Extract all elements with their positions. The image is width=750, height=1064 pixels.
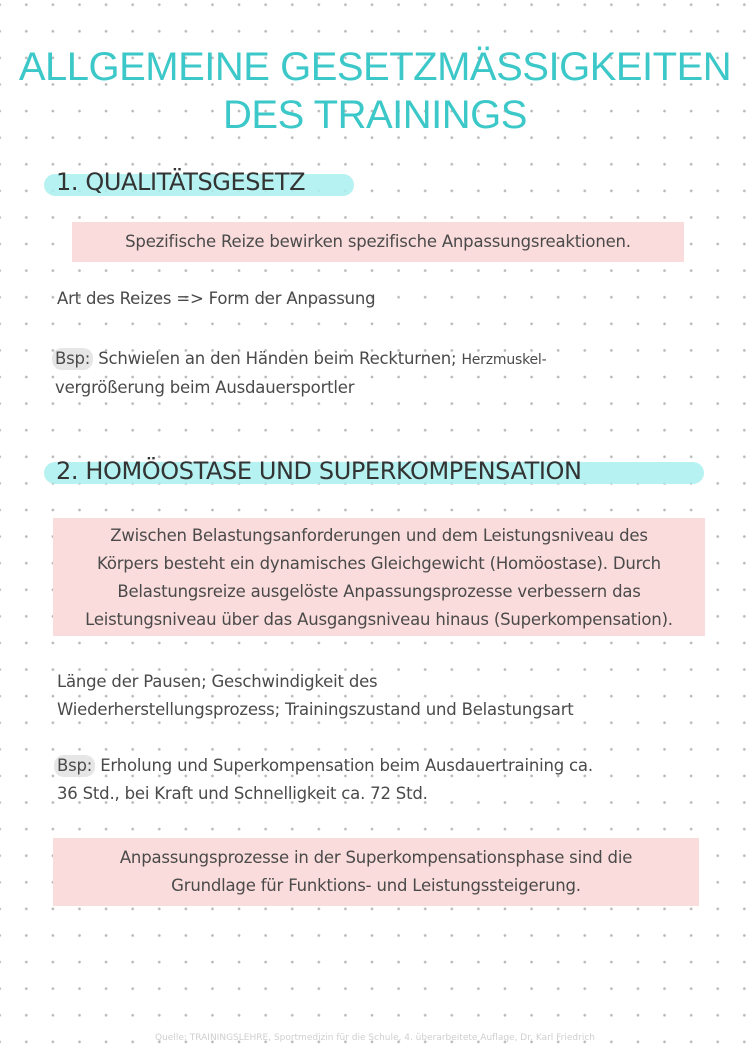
source-note: Quelle: TRAININGSLEHRE, Sportmedizin für die Schule, 4. überarbeitete Auflage, Dr. Karl Friedrich <box>155 1033 595 1043</box>
section-2-definition-line-3: Belastungsreize ausgelöste Anpassungsprozesse verbessern das <box>117 582 641 601</box>
section-2-definition-line-2: Körpers besteht ein dynamisches Gleichgewicht (Homöostase). Durch <box>97 554 661 573</box>
example-label-1: Bsp: <box>52 348 93 370</box>
page-title-line-1: ALLGEMEINE GESETZMÄSSIGKEITEN <box>18 45 732 89</box>
section-2-definition-line-1: Zwischen Belastungsanforderungen und dem Leistungsniveau des <box>110 526 648 545</box>
section-2-example-line-1: Erholung und Superkompensation beim Ausdauertraining ca. <box>95 756 593 775</box>
page-title-line-2: DES TRAININGS <box>223 93 527 137</box>
section-1-definition-text: Spezifische Reize bewirken spezifische Anpassungsreaktionen. <box>125 232 631 251</box>
section-2-factors <box>57 668 717 724</box>
section-1-example-line-2: vergrößerung beim Ausdauersportler <box>55 378 355 397</box>
section-2-example-line-2: 36 Std., bei Kraft und Schnelligkeit ca. 72 Std. <box>57 784 428 803</box>
section-2-definition-box <box>53 518 705 636</box>
section-2-conclusion-box <box>53 838 699 906</box>
section-2-heading: 2. HOMÖOSTASE UND SUPERKOMPENSATION <box>56 457 582 485</box>
section-1-example-line-1: Schwielen an den Händen beim Reckturnen; <box>93 349 462 368</box>
section-2-factors-line-2: Wiederherstellungsprozess; Trainingszustand und Belastungsart <box>57 700 574 719</box>
section-1-rule: Art des Reizes => Form der Anpassung <box>57 289 376 308</box>
example-label-2: Bsp: <box>54 755 95 777</box>
section-2-definition-line-4: Leistungsniveau über das Ausgangsniveau hinaus (Superkompensation). <box>85 610 673 629</box>
section-2-example <box>57 752 717 808</box>
section-2-conclusion-line-2: Grundlage für Funktions- und Leistungssteigerung. <box>171 876 581 895</box>
section-2-factors-line-1: Länge der Pausen; Geschwindigkeit des <box>57 672 378 691</box>
section-1-example <box>55 345 705 402</box>
section-1-example-line-1-small: Herzmuskel- <box>461 352 547 368</box>
section-1-definition-box <box>72 222 684 262</box>
section-1-heading: 1. QUALITÄTSGESETZ <box>56 168 306 196</box>
section-2-conclusion-line-1: Anpassungsprozesse in der Superkompensationsphase sind die <box>119 848 633 867</box>
